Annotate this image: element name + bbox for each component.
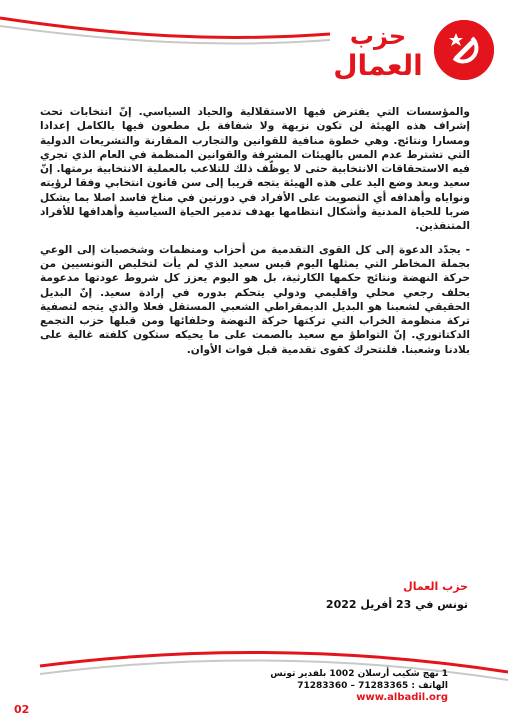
logo-line-al-oummal: العمال bbox=[333, 49, 423, 82]
footer-website-link[interactable]: www.albadil.org bbox=[356, 692, 448, 703]
body-paragraph: والمؤسسات التي يفترض فيها الاستقلالية والحياد السياسي. إنّ انتخابات تحت إشراف هذه الهيئة لن تكون نزيهة ولا شفافة بل مطعون فيها بالكامل إعدادا ومسارا ونتائج. وهي خطوة منافية للقوانين والتجارب المقارنة والتشريعات الدولية التي تشترط عدم المس بالهيئات المشرفة والقوانين المنظمة في العام الذي تجري فيه الاستحقاقات الانتخابية حتى لا يوظّف ذلك للتلاعب بالعملية الانتخابية برمتها. إنّ سعيد وبعد وضع اليد على هذه الهيئة يتجه قريبا إلى سن قانون انتخابي وفقا لرؤيته ونواياه وأهدافه أي التصويت على الأفراد في دورتين في مناخ فاسد اصلا بما يشكل ضربا للحياة المدنية وأشكال انتظامها بهدف تدمير الحياة السياسية وأهدافها للأفراد المتنفذين. bbox=[40, 106, 470, 233]
hammer-sickle-star-icon bbox=[434, 20, 494, 80]
signature-date: تونس في 23 أفريل 2022 bbox=[325, 598, 468, 611]
page-number: 02 bbox=[14, 703, 30, 716]
logo-line-hizb: حزب bbox=[349, 22, 407, 50]
signature-block bbox=[168, 578, 468, 614]
body-paragraph: - يجدّد الدعوة إلى كل القوى التقدمية من أحزاب ومنظمات وشخصيات إلى الوعي بجملة المخاطر التي يمثلها اليوم قيس سعيد الذي لم يأت لتخليص التونسيين من حركة النهضة ونتائج حكمها الكارثية، بل هو اليوم يعزز كل شروط عودتها مدعومة بحلف رجعي محلي واقليمي ودولي يتحكم بدوره في إرادة سعيد. إنّ البديل الحقيقي لشعبنا هو البديل الديمقراطي الشعبي المستقل فعلا والذي يتجه لتصفية تركة منظومة الخراب التي تركتها حركة النهضة وحلفائها ومن قبلها حزب التجمع الدكتاتوري. إنّ التواطؤ مع سعيد بالصمت على ما يحيكه ستكون كلفته غالية على بلادنا وشعبنا. فلنتحرك كقوى تقدمية قبل فوات الأوان. bbox=[40, 243, 470, 356]
statement-body bbox=[40, 105, 470, 366]
party-logo bbox=[324, 12, 494, 92]
party-name-logotype bbox=[328, 22, 428, 82]
footer-address: 1 نهج شكيب أرسلان 1002 بلفدير تونس bbox=[270, 669, 448, 679]
footer-contact bbox=[148, 668, 448, 704]
footer-phone: الهاتف : 71283365 – 71283360 bbox=[297, 681, 448, 691]
signature-party: حزب العمال bbox=[403, 580, 468, 593]
